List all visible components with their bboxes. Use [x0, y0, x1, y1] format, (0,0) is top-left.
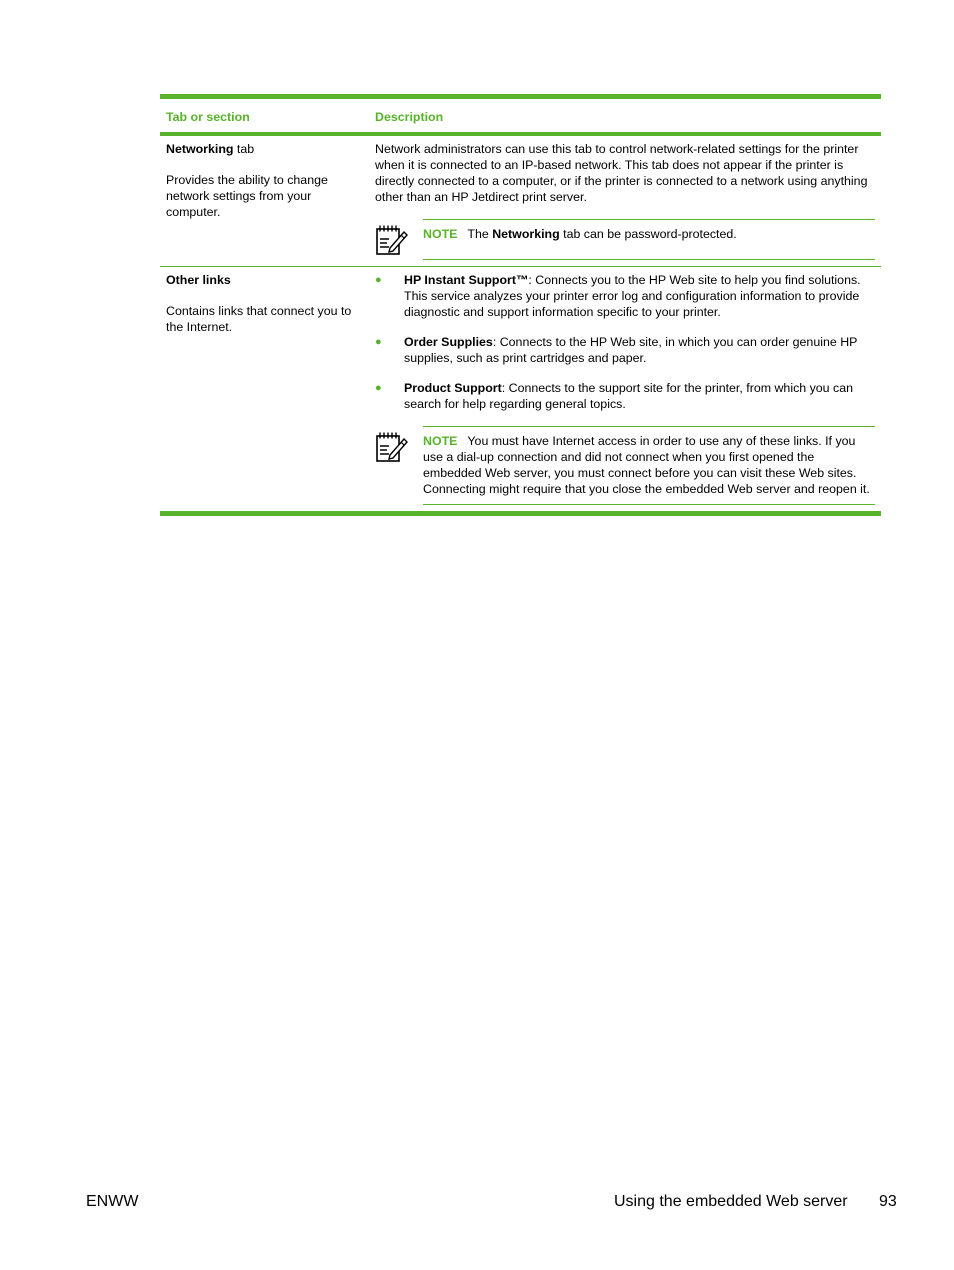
list-item: [375, 272, 875, 320]
bullet-icon: ●: [375, 336, 382, 348]
list-item: [375, 380, 875, 412]
note-text-bold: Networking: [492, 227, 560, 241]
footer-page-number: 93: [879, 1193, 897, 1210]
link-description: : Connects to the HP Web site, in which you can order genuine HP supplies, such as print cartridges and paper.: [404, 335, 858, 365]
table-row-other-links: [160, 267, 881, 514]
header-description: Description: [369, 97, 881, 135]
bullet-icon: ●: [375, 382, 382, 394]
networking-note-body: [423, 219, 875, 260]
link-name: HP Instant Support™: [404, 273, 529, 287]
table-row-networking: [160, 134, 881, 267]
list-item: [375, 334, 875, 366]
link-name: Order Supplies: [404, 335, 493, 349]
table-header-row: [160, 97, 881, 135]
settings-table: [160, 94, 881, 516]
cell-other-links-description: [369, 267, 881, 514]
notepad-pencil-icon: [375, 426, 423, 505]
note-label: NOTE: [423, 434, 458, 448]
note-text-before: The: [467, 227, 493, 241]
bullet-icon: ●: [375, 274, 382, 286]
link-name: Product Support: [404, 381, 502, 395]
networking-summary: Provides the ability to change network settings from your computer.: [166, 173, 328, 219]
networking-description: Network administrators can use this tab to control network-related settings for the printer when it is connected to an IP-based network. This tab does not appear if the printer is directly connected to a computer, or if the printer is connected to a network using anything other than an HP Jetdirect print server.: [375, 142, 868, 204]
other-links-note-body: [423, 426, 875, 505]
networking-note: [375, 219, 875, 260]
link-description: : Connects you to the HP Web site to help you find solutions. This service analyzes your printer error log and configuration information to provide diagnostic and support information specific to your printer.: [404, 273, 861, 319]
cell-networking-description: [369, 134, 881, 267]
footer-enww: ENWW: [86, 1193, 139, 1210]
links-list: [375, 272, 875, 412]
footer-section-title: Using the embedded Web server: [614, 1193, 848, 1210]
link-description: : Connects to the support site for the printer, from which you can search for help regarding general topics.: [404, 381, 853, 411]
note-text: You must have Internet access in order to use any of these links. If you use a dial-up connection and did not connect when you first opened the embedded Web server, you must connect before you can visit these Web sites. Connecting might require that you close the embedded Web server and reopen it.: [423, 434, 870, 496]
other-links-title: Other links: [166, 273, 231, 287]
notepad-pencil-icon: [375, 219, 423, 260]
cell-networking-name: [160, 134, 369, 267]
networking-title: [166, 141, 363, 157]
other-links-note: [375, 426, 875, 505]
networking-title-bold: Networking: [166, 142, 234, 156]
note-label: NOTE: [423, 227, 458, 241]
networking-title-rest: tab: [233, 142, 255, 156]
other-links-summary: Contains links that connect you to the Internet.: [166, 304, 352, 334]
note-text-after: tab can be password-protected.: [559, 227, 737, 241]
header-tab-or-section: Tab or section: [160, 97, 369, 135]
cell-other-links-name: [160, 267, 369, 514]
